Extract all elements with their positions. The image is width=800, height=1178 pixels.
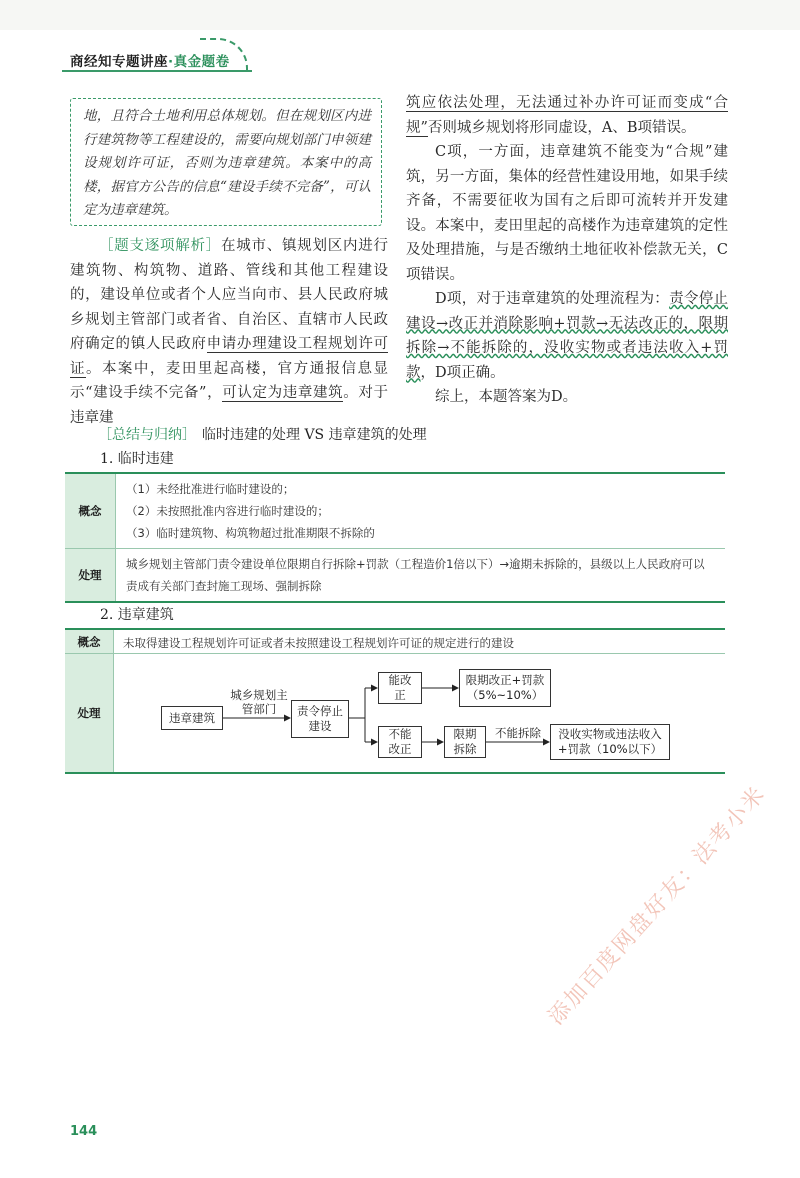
- header-decoration-arc: [200, 38, 248, 74]
- section2-title: 2. 违章建筑: [100, 607, 174, 623]
- right-column: [406, 91, 728, 410]
- right-d-text-b: ，D项正确。: [420, 364, 505, 381]
- flow-actor-label: 城乡规划主管部门: [230, 688, 288, 716]
- flow-demolish-box: 限期拆除: [444, 726, 486, 758]
- flow-order-box: 责令停止建设: [291, 700, 349, 738]
- flow-start-box: 违章建筑: [161, 706, 223, 730]
- flow-confiscate-box: 没收实物或违法收入+罚款（10%以下）: [550, 724, 670, 760]
- left-column: [70, 234, 388, 430]
- flow-cannot-fix-box: 不能改正: [378, 726, 422, 758]
- temporary-violation-table: [65, 472, 725, 603]
- top-band: [0, 0, 800, 30]
- right-d-underlined: 责令停止建设→改正并消除影响+罚款→无法改正的，限期拆除→不能拆除的，没收实物或者违法收入+罚款: [406, 291, 729, 381]
- right-paragraph-1: [406, 91, 728, 140]
- analysis-paragraph: [70, 234, 388, 430]
- list-item: （1）未经批准进行临时建设的；: [126, 482, 295, 496]
- list-item: （3）临时建筑物、构筑物超过批准期限不拆除的: [126, 526, 375, 540]
- right-paragraph-c: C项，一方面，违章建筑不能变为“合规”建筑，另一方面，集体的经营性建设用地，如果手续齐备，不需要征收为国有之后即可流转并开发建设。本案中，麦田里起的高楼作为违章建筑的定性及处理措施，与是否缴纳土地征收补偿款无关，C项错误。: [406, 144, 728, 283]
- header-title-separator: ·: [168, 54, 174, 70]
- list-item: （2）未按照批准内容进行临时建设的；: [126, 504, 329, 518]
- watermark: 添加百度网盘好友：法考小米: [543, 781, 772, 1031]
- flow-can-fix-box: 能改正: [378, 672, 422, 704]
- analysis-text-1: 在城市、镇规划区内进行建筑物、构筑物、道路、管线和其他工程建设的，建设单位或者个人应当向市、县人民政府城乡规划主管部门或者省、自治区、直辖市人民政府确定的镇人民政府: [70, 238, 388, 352]
- table-row: [65, 549, 725, 603]
- concept-label: 概念: [65, 473, 116, 549]
- analysis-text-3: 。对于违章建: [70, 385, 389, 426]
- right-text-1: 否则城乡规划将形同虚设，A、B项错误。: [427, 119, 696, 136]
- page-number: 144: [70, 1124, 98, 1139]
- analysis-text-2: 。本案中，麦田里起高楼，官方通报信息显示“建设手续不完备”，: [70, 360, 389, 401]
- analysis-underlined-1: 申请办理建设工程规划许可证: [70, 336, 389, 377]
- handwritten-note-box: [70, 98, 382, 226]
- concept-content: [116, 473, 726, 549]
- analysis-underlined-2: 可认定为违章建筑: [222, 385, 344, 401]
- handle-content: 城乡规划主管部门责令建设单位限期自行拆除+罚款（工程造价1倍以下）→逾期未拆除的，县级以上人民政府可以责成有关部门查封施工现场、强制拆除: [116, 549, 726, 603]
- handwritten-note-text: 地，且符合土地利用总体规划。但在规划区内进行建筑物等工程建设的，需要向规划部门申领建设规划许可证，否则为违章建筑。本案中的高楼，据官方公告的信息“建设手续不完备”，可认定为违章建筑。: [83, 108, 371, 218]
- flow-fix-result-box: 限期改正+罚款（5%~10%）: [459, 669, 551, 707]
- handle-label: 处理: [65, 654, 114, 772]
- right-underlined-1: 筑应依法处理，无法通过补办许可证而变成“合规”: [406, 95, 728, 136]
- right-d-text-a: D项，对于违章建筑的处理流程为：: [435, 291, 670, 307]
- header-underline: [62, 70, 252, 72]
- illegal-building-table: [65, 628, 725, 774]
- table-row: [65, 654, 725, 774]
- concept-label: 概念: [65, 630, 114, 653]
- concept-content: 未取得建设工程规划许可证或者未按照建设工程规划许可证的规定进行的建设: [123, 636, 514, 650]
- right-paragraph-d: [406, 287, 728, 385]
- summary-tag: ［总结与归纳］: [98, 427, 196, 443]
- flow-cannot-demolish-label: 不能拆除: [495, 726, 541, 740]
- handle-label: 处理: [65, 549, 116, 603]
- summary-heading: [98, 424, 427, 444]
- section1-title: 1. 临时违建: [100, 451, 174, 467]
- header-title-accent: 真金题卷: [173, 54, 230, 70]
- header-title-main: 商经知专题讲座: [70, 54, 168, 70]
- right-paragraph-conclusion: 综上，本题答案为D。: [435, 389, 578, 405]
- table-row: [65, 628, 725, 654]
- table-row: [65, 473, 725, 549]
- summary-title: 临时违建的处理 VS 违章建筑的处理: [202, 427, 427, 443]
- analysis-tag: ［题支逐项解析］: [99, 238, 221, 254]
